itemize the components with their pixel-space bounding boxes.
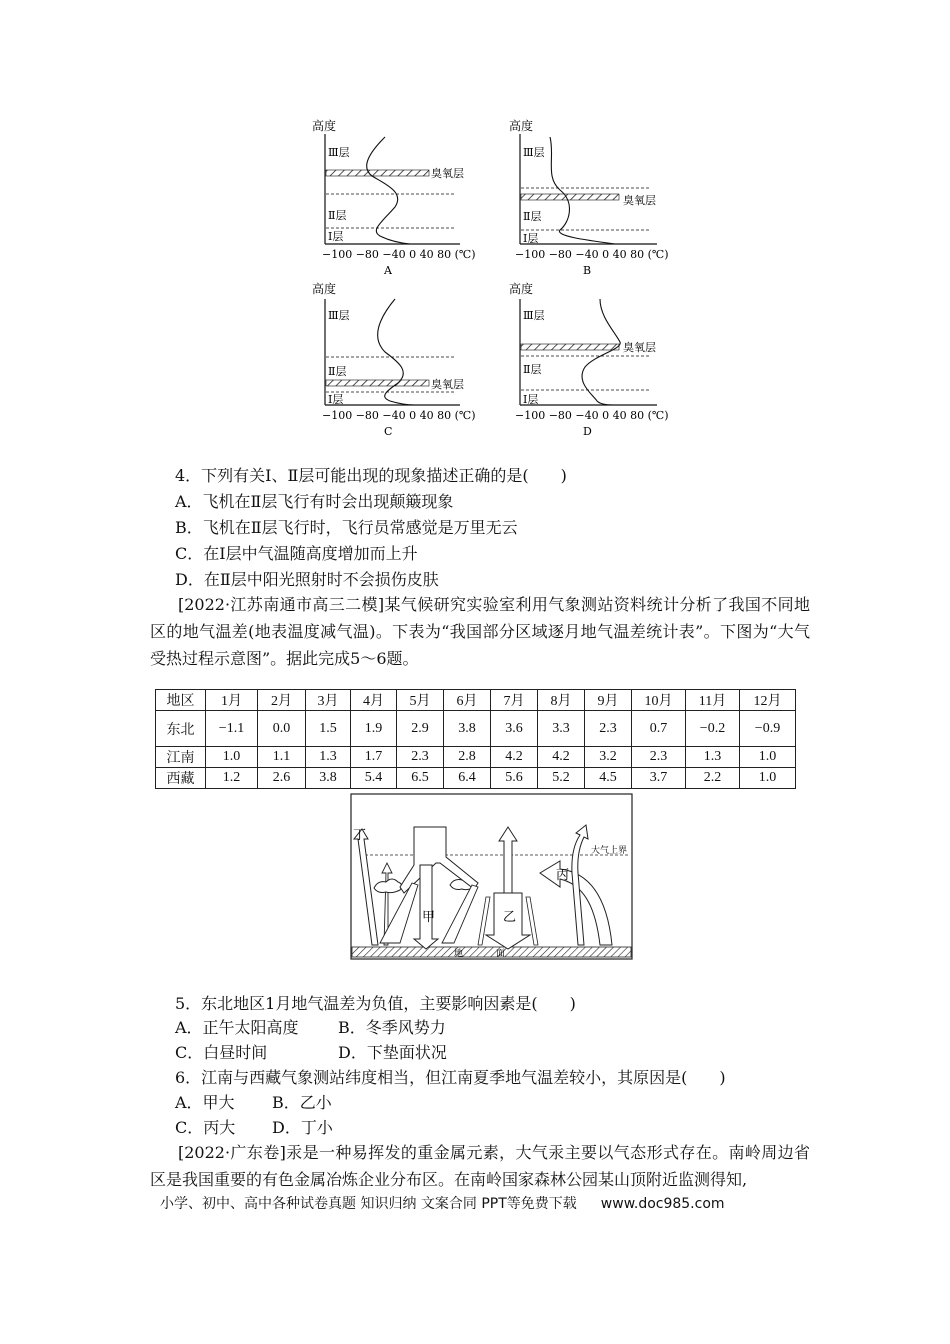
layer1-label: Ⅰ层 bbox=[328, 393, 344, 406]
table-cell: 东北 bbox=[156, 711, 206, 747]
table-cell: 1.0 bbox=[206, 747, 258, 768]
table-header-cell: 1月 bbox=[206, 690, 258, 711]
footer-url[interactable]: www.doc985.com bbox=[600, 1196, 725, 1212]
q5-option-c[interactable]: C．白昼时间 bbox=[175, 1043, 268, 1062]
q5-option-d[interactable]: D．下垫面状况 bbox=[338, 1043, 447, 1062]
q6-stem: 6．江南与西藏气象测站纬度相当，但江南夏季地气温差较小，其原因是( ) bbox=[175, 1068, 726, 1087]
layer2-label: Ⅱ层 bbox=[523, 210, 542, 223]
q5-option-b[interactable]: B．冬季风势力 bbox=[338, 1018, 446, 1037]
table-row bbox=[156, 768, 796, 789]
table-header-cell: 7月 bbox=[491, 690, 538, 711]
table-header-cell: 地区 bbox=[156, 690, 206, 711]
temp-axis-ticks: −100 −80 −40 0 40 80 (℃) bbox=[515, 248, 669, 261]
ground-air-temp-diff-table bbox=[155, 689, 796, 789]
table-header-cell: 6月 bbox=[444, 690, 491, 711]
table-cell: 3.2 bbox=[585, 747, 632, 768]
height-label: 高度 bbox=[509, 119, 534, 133]
layer2-label: Ⅱ层 bbox=[523, 363, 542, 376]
layer1-label: Ⅰ层 bbox=[523, 393, 539, 406]
table-cell: 4.2 bbox=[538, 747, 585, 768]
intro-text-1: [2022·江苏南通市高三二模]某气候研究实验室利用气象测站资料统计分析了我国不同地区的地气温差(地表温度减气温)。下表为“我国部分区域逐月地气温差统计表”。下图为“大气受热过程示意图”。据此完成5～6题。 bbox=[150, 595, 810, 668]
q5-option-a[interactable]: A．正午太阳高度 bbox=[175, 1018, 299, 1037]
yi-label: 乙 bbox=[503, 910, 517, 925]
table-header-cell: 10月 bbox=[632, 690, 686, 711]
table-cell: 5.4 bbox=[351, 768, 397, 789]
q4-option-c[interactable]: C．在Ⅰ层中气温随高度增加而上升 bbox=[175, 544, 418, 563]
table-header-cell: 5月 bbox=[397, 690, 444, 711]
table-cell: 1.0 bbox=[740, 747, 796, 768]
table-cell: 3.8 bbox=[306, 768, 351, 789]
table-cell: 1.3 bbox=[686, 747, 740, 768]
intro-paragraph-1 bbox=[150, 591, 810, 672]
table-cell: 4.2 bbox=[491, 747, 538, 768]
table-header-cell: 8月 bbox=[538, 690, 585, 711]
ozone-label: 臭氧层 bbox=[431, 167, 464, 180]
table-cell: 1.3 bbox=[306, 747, 351, 768]
upper-atmosphere-label: 大气上界 bbox=[591, 846, 628, 856]
table-cell: −0.9 bbox=[740, 711, 796, 747]
page-footer bbox=[160, 1193, 725, 1213]
panel-a bbox=[312, 118, 476, 277]
layer3-label: Ⅲ层 bbox=[523, 309, 545, 322]
intro-text-2: [2022·广东卷]汞是一种易挥发的重金属元素，大气汞主要以气态形式存在。南岭周边省区是我国重要的有色金属冶炼企业分布区。在南岭国家森林公园某山顶附近监测得知, bbox=[150, 1143, 810, 1189]
table-header-row bbox=[156, 690, 796, 711]
table-cell: −0.2 bbox=[686, 711, 740, 747]
height-label: 高度 bbox=[509, 282, 534, 296]
table-header-cell: 11月 bbox=[686, 690, 740, 711]
table-header-cell: 12月 bbox=[740, 690, 796, 711]
table-cell: 2.8 bbox=[444, 747, 491, 768]
layer1-label: Ⅰ层 bbox=[328, 230, 344, 243]
table-cell: 3.8 bbox=[444, 711, 491, 747]
q6-option-a[interactable]: A．甲大 bbox=[175, 1093, 235, 1112]
table-header-cell: 9月 bbox=[585, 690, 632, 711]
q6-option-c[interactable]: C．丙大 bbox=[175, 1118, 236, 1137]
temp-axis-ticks: −100 −80 −40 0 40 80 (℃) bbox=[322, 248, 476, 261]
layer2-label: Ⅱ层 bbox=[328, 209, 347, 222]
panel-label: C bbox=[384, 425, 393, 438]
panel-label: B bbox=[583, 264, 592, 277]
table-cell: 西藏 bbox=[156, 768, 206, 789]
table-cell: 3.7 bbox=[632, 768, 686, 789]
table-cell: 江南 bbox=[156, 747, 206, 768]
bing-label: 丙 bbox=[556, 868, 570, 883]
ground-label-1: 地 bbox=[454, 949, 464, 959]
table-cell: 3.6 bbox=[491, 711, 538, 747]
layer1-label: Ⅰ层 bbox=[523, 232, 539, 245]
layer3-label: Ⅲ层 bbox=[328, 146, 350, 159]
table-cell: 6.4 bbox=[444, 768, 491, 789]
table-cell: 2.2 bbox=[686, 768, 740, 789]
table-header-cell: 3月 bbox=[306, 690, 351, 711]
table-cell: 5.2 bbox=[538, 768, 585, 789]
table-cell: 5.6 bbox=[491, 768, 538, 789]
panel-c bbox=[312, 281, 476, 438]
table-cell: 2.3 bbox=[585, 711, 632, 747]
panel-label: D bbox=[583, 425, 592, 438]
table-cell: 1.2 bbox=[206, 768, 258, 789]
atmosphere-layer-figure bbox=[300, 112, 680, 442]
footer-text: 小学、初中、高中各种试卷真题 知识归纳 文案合同 PPT等免费下载 bbox=[160, 1196, 577, 1212]
intro-paragraph-2 bbox=[150, 1139, 810, 1193]
layer2-label: Ⅱ层 bbox=[328, 365, 347, 378]
table-cell: 0.0 bbox=[258, 711, 306, 747]
table-cell: 2.9 bbox=[397, 711, 444, 747]
q6-option-b[interactable]: B．乙小 bbox=[272, 1093, 332, 1112]
layer3-label: Ⅲ层 bbox=[523, 146, 545, 159]
q4-stem: 4．下列有关Ⅰ、Ⅱ层可能出现的现象描述正确的是( ) bbox=[175, 466, 567, 485]
panel-label: A bbox=[384, 264, 392, 277]
table-row bbox=[156, 711, 796, 747]
ground-label-2: 面 bbox=[496, 949, 506, 959]
table-cell: 1.9 bbox=[351, 711, 397, 747]
panel-b bbox=[509, 118, 669, 277]
table-cell: 2.3 bbox=[397, 747, 444, 768]
q4-option-b[interactable]: B．飞机在Ⅱ层飞行时，飞行员常感觉是万里无云 bbox=[175, 518, 518, 537]
table-row bbox=[156, 747, 796, 768]
jia-label: 甲 bbox=[422, 910, 436, 925]
table-cell: 2.6 bbox=[258, 768, 306, 789]
table-cell: 1.5 bbox=[306, 711, 351, 747]
table-header-cell: 4月 bbox=[351, 690, 397, 711]
table-cell: 1.7 bbox=[351, 747, 397, 768]
table-cell: 0.7 bbox=[632, 711, 686, 747]
q6-option-d[interactable]: D．丁小 bbox=[272, 1118, 333, 1137]
table-cell: 2.3 bbox=[632, 747, 686, 768]
temp-axis-ticks: −100 −80 −40 0 40 80 (℃) bbox=[515, 409, 669, 422]
layer3-label: Ⅲ层 bbox=[328, 309, 350, 322]
table-cell: 3.3 bbox=[538, 711, 585, 747]
table-cell: −1.1 bbox=[206, 711, 258, 747]
table-cell: 4.5 bbox=[585, 768, 632, 789]
ozone-label: 臭氧层 bbox=[623, 194, 656, 207]
table-cell: 6.5 bbox=[397, 768, 444, 789]
q5-stem: 5．东北地区1月地气温差为负值，主要影响因素是( ) bbox=[175, 994, 576, 1013]
atmospheric-heating-diagram bbox=[350, 793, 635, 961]
temp-axis-ticks: −100 −80 −40 0 40 80 (℃) bbox=[322, 409, 476, 422]
height-label: 高度 bbox=[312, 282, 337, 296]
panel-d bbox=[509, 281, 669, 438]
table-cell: 1.0 bbox=[740, 768, 796, 789]
ozone-label: 臭氧层 bbox=[431, 378, 464, 391]
table-cell: 1.1 bbox=[258, 747, 306, 768]
ding-label: 丁 bbox=[353, 828, 367, 843]
ozone-label: 臭氧层 bbox=[623, 341, 656, 354]
q4-option-a[interactable]: A．飞机在Ⅱ层飞行有时会出现颠簸现象 bbox=[175, 492, 454, 511]
height-label: 高度 bbox=[312, 119, 337, 133]
table-header-cell: 2月 bbox=[258, 690, 306, 711]
q4-option-d[interactable]: D．在Ⅱ层中阳光照射时不会损伤皮肤 bbox=[175, 570, 439, 589]
